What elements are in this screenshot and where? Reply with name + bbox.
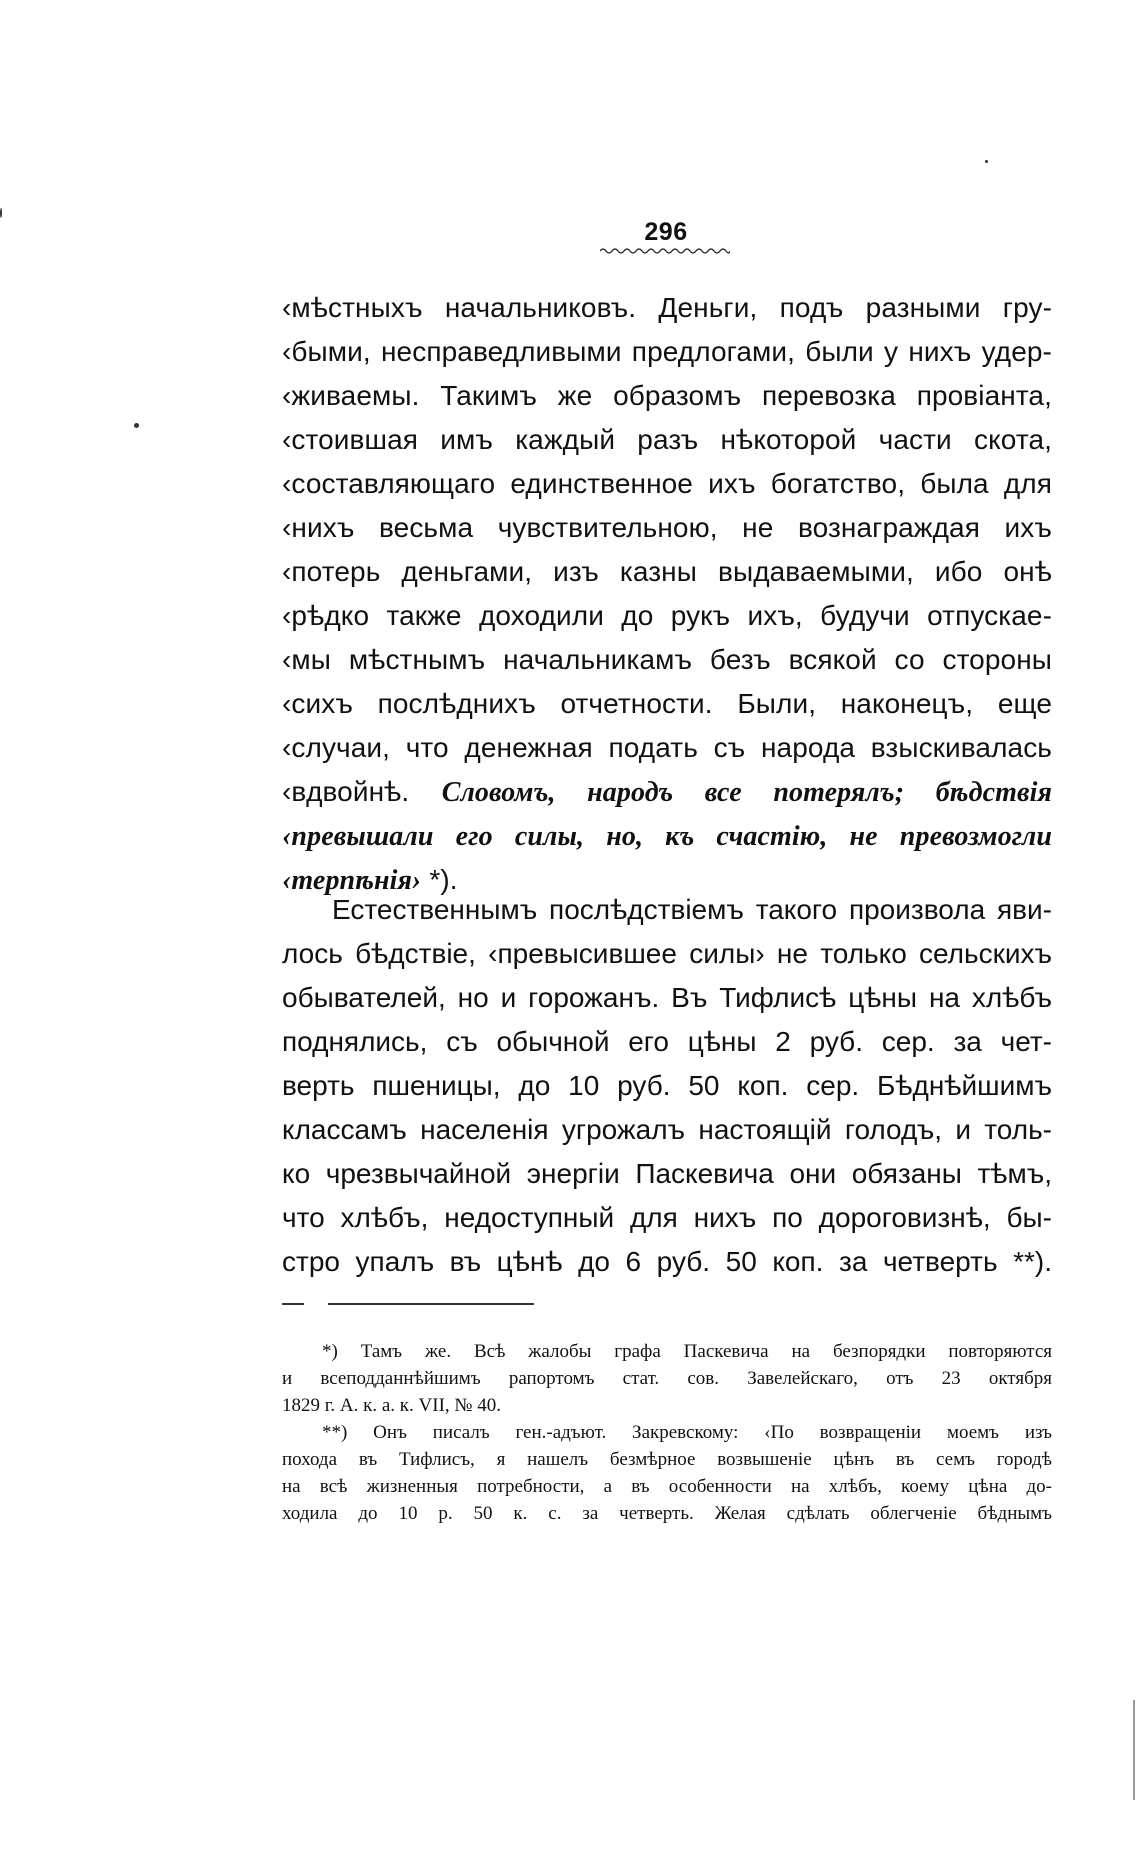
quote-block (282, 286, 1052, 902)
scan-speck (985, 160, 988, 163)
quote-line-mixed (282, 770, 1052, 814)
scan-speck (1133, 1700, 1135, 1800)
quote-line: ‹мы мѣстнымъ начальникамъ безъ всякой со стороны (282, 644, 1052, 675)
paragraph-line: ко чрезвычайной энергіи Паскевича они обязаны тѣмъ, (282, 1158, 1052, 1189)
footnote-line: на всѣ жизненныя потребности, а въ особенности на хлѣбъ, коему цѣна до- (282, 1476, 1052, 1497)
footnote-divider (282, 1303, 304, 1305)
quote-line-italic (282, 814, 1052, 858)
paragraph-line: классамъ населенія угрожалъ настоящій голодъ, и толь- (282, 1114, 1052, 1145)
quote-line: ‹сихъ послѣднихъ отчетности. Были, наконецъ, еще (282, 688, 1052, 719)
footnote-line: похода въ Тифлисъ, я нашелъ безмѣрное возвышеніе цѣнъ въ семъ городѣ (282, 1449, 1052, 1470)
paragraph-line: поднялись, съ обычной его цѣны 2 руб. сер. за чет- (282, 1026, 1052, 1057)
paragraph-line: верть пшеницы, до 10 руб. 50 коп. сер. Бѣднѣйшимъ (282, 1070, 1052, 1101)
quote-line: ‹составляющаго единственное ихъ богатство, была для (282, 468, 1052, 499)
footnote-line: *) Тамъ же. Всѣ жалобы графа Паскевича на безпорядки повторяются (322, 1341, 1052, 1362)
quote-line: ‹живаемы. Такимъ же образомъ перевозка провіанта, (282, 380, 1052, 411)
quote-line: ‹быми, несправедливыми предлогами, были у нихъ удер- (282, 336, 1052, 367)
footnote-line: и всеподданнѣйшимъ рапортомъ стат. сов. Завелейскаго, отъ 23 октября (282, 1368, 1052, 1389)
footnote-line: ходила до 10 р. 50 к. с. за четверть. Желая сдѣлать облегченіе бѣднымъ (282, 1503, 1052, 1524)
quote-line: ‹потерь деньгами, изъ казны выдаваемыми, ибо онѣ (282, 556, 1052, 587)
scan-speck (0, 208, 2, 218)
footnotes (282, 1338, 1052, 1527)
paragraph-line: Естественнымъ послѣдствіемъ такого произвола яви- (332, 894, 1052, 925)
footnote-line: **) Онъ писалъ ген.-адъют. Закревскому: ‹По возвращеніи моемъ изъ (322, 1422, 1052, 1443)
paragraph-line: что хлѣбъ, недоступный для нихъ по дороговизнѣ, бы- (282, 1202, 1052, 1233)
quote-line: ‹стоившая имъ каждый разъ нѣкоторой части скота, (282, 424, 1052, 455)
page-number-ornament (600, 247, 730, 255)
paragraph (282, 888, 1052, 1284)
paragraph-line: лось бѣдствіе, ‹превысившее силы› не только сельскихъ (282, 938, 1052, 969)
paragraph-line: стро упалъ въ цѣнѣ до 6 руб. 50 коп. за четверть **). (282, 1246, 1052, 1277)
quote-italic-text: ‹терпѣнія› (282, 865, 422, 896)
paragraph-line: обывателей, но и горожанъ. Въ Тифлисѣ цѣны на хлѣбъ (282, 982, 1052, 1013)
quote-line: ‹случаи, что денежная подать съ народа взыскивалась (282, 732, 1052, 763)
quote-plain-text: ‹вдвойнѣ. (282, 776, 410, 807)
footnote-divider (328, 1303, 534, 1305)
scan-speck (134, 423, 139, 428)
page-number: 296 (644, 218, 688, 246)
footnote-ref-1[interactable]: *). (421, 864, 458, 895)
footnote-line: 1829 г. А. к. а. к. VII, № 40. (282, 1395, 502, 1416)
quote-italic-text: Словомъ, народъ все потерялъ; бѣдствія (441, 777, 1052, 808)
quote-line: ‹мѣстныхъ начальниковъ. Деньги, подъ разными гру- (282, 292, 1052, 323)
quote-line: ‹рѣдко также доходили до рукъ ихъ, будучи отпускае- (282, 600, 1052, 631)
quote-line: ‹нихъ весьма чувствительною, не вознаграждая ихъ (282, 512, 1052, 543)
quote-italic-text: ‹превышали его силы, но, къ счастію, не превозмогли (282, 821, 1052, 852)
